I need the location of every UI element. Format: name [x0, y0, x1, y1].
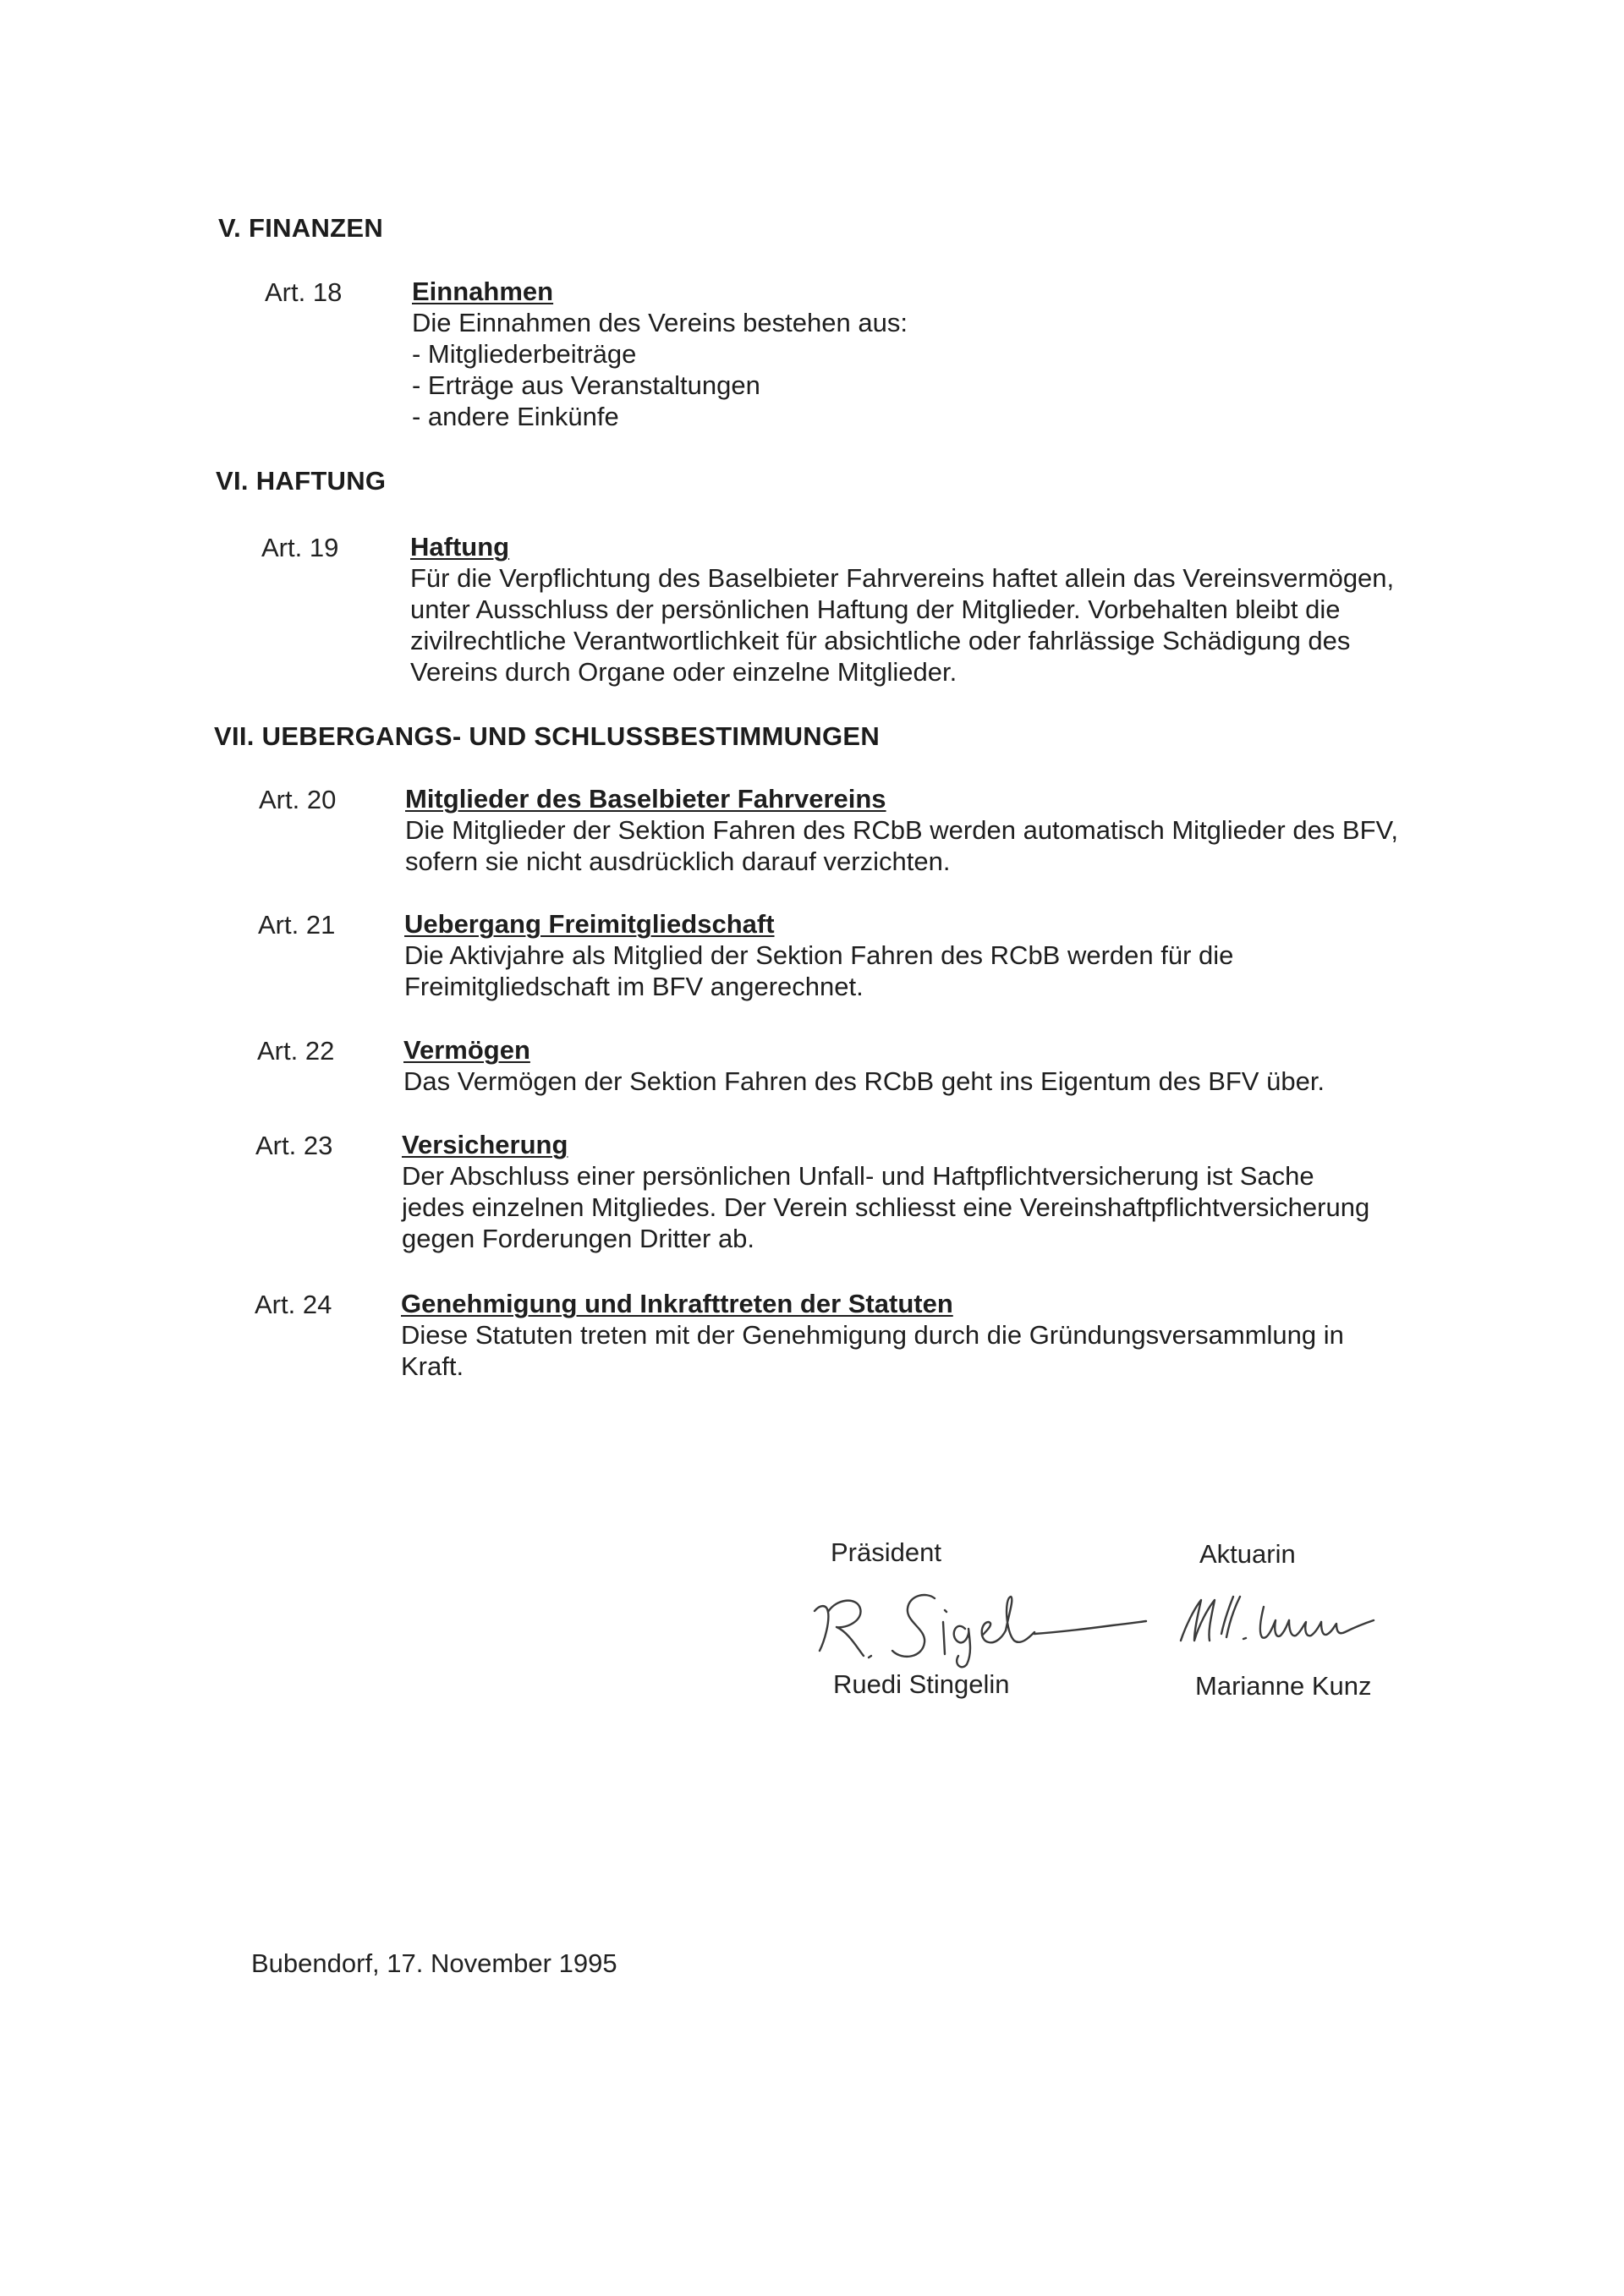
article-text-line: Freimitgliedschaft im BFV angerechnet.: [404, 972, 864, 1001]
article-text-line: Kraft.: [401, 1351, 464, 1381]
article-text-line: jedes einzelnen Mitgliedes. Der Verein schliesst eine Vereinshaftpflichtversicherung: [402, 1192, 1370, 1222]
article-heading: Uebergang Freimitgliedschaft: [404, 909, 775, 939]
secretary-signature-icon: [1177, 1581, 1397, 1658]
article-number: Art. 21: [258, 910, 336, 940]
article-21: [404, 908, 1233, 1002]
secretary-role-label: Aktuarin: [1199, 1539, 1296, 1569]
article-text-line: Die Einnahmen des Vereins bestehen aus:: [412, 308, 908, 337]
article-text-line: Die Aktivjahre als Mitglied der Sektion Fahren des RCbB werden für die: [404, 940, 1234, 970]
article-number: Art. 24: [255, 1290, 332, 1319]
article-text-line: Vereins durch Organe oder einzelne Mitglieder.: [410, 657, 957, 687]
article-number: Art. 20: [259, 785, 337, 814]
article-text-line: sofern sie nicht ausdrücklich darauf verzichten.: [405, 847, 951, 876]
place-date: Bubendorf, 17. November 1995: [251, 1948, 617, 1978]
article-heading: Einnahmen: [412, 277, 554, 306]
article-number: Art. 18: [265, 277, 343, 307]
article-18: [412, 276, 908, 432]
section-title-uebergangsbestimmungen: VII. UEBERGANGS- UND SCHLUSSBESTIMMUNGEN: [214, 721, 881, 751]
article-24: [401, 1288, 1344, 1382]
article-number: Art. 22: [257, 1036, 335, 1066]
president-name: Ruedi Stingelin: [833, 1669, 1010, 1699]
article-text-line: Der Abschluss einer persönlichen Unfall- und Haftpflichtversicherung ist Sache: [402, 1161, 1314, 1191]
article-text-line: gegen Forderungen Dritter ab.: [402, 1224, 755, 1253]
list-item: - Mitgliederbeiträge: [412, 339, 637, 369]
section-title-finanzen: V. FINANZEN: [218, 213, 384, 243]
article-heading: Vermögen: [403, 1035, 530, 1065]
article-text-line: zivilrechtliche Verantwortlichkeit für absichtliche oder fahrlässige Schädigung des: [410, 626, 1351, 655]
secretary-name: Marianne Kunz: [1195, 1671, 1372, 1701]
article-22: [403, 1034, 1325, 1097]
article-20: [405, 783, 1398, 877]
article-text-line: Das Vermögen der Sektion Fahren des RCbB geht ins Eigentum des BFV über.: [403, 1066, 1325, 1096]
article-text-line: Die Mitglieder der Sektion Fahren des RCbB werden automatisch Mitglieder des BFV,: [405, 815, 1398, 845]
article-19: [410, 531, 1394, 688]
article-number: Art. 23: [255, 1131, 333, 1160]
article-heading: Mitglieder des Baselbieter Fahrvereins: [405, 784, 886, 814]
section-title-haftung: VI. HAFTUNG: [216, 466, 387, 496]
article-text-line: Für die Verpflichtung des Baselbieter Fahrvereins haftet allein das Vereinsvermögen,: [410, 563, 1395, 593]
article-heading: Genehmigung und Inkrafttreten der Statuten: [401, 1289, 953, 1318]
article-text-line: Diese Statuten treten mit der Genehmigung durch die Gründungsversammlung in: [401, 1320, 1344, 1350]
article-23: [402, 1129, 1369, 1254]
article-heading: Haftung: [410, 532, 510, 562]
article-number: Art. 19: [261, 533, 339, 562]
list-item: - andere Einkünfe: [412, 402, 619, 431]
article-text-line: unter Ausschluss der persönlichen Haftung der Mitglieder. Vorbehalten bleibt die: [410, 595, 1341, 624]
article-heading: Versicherung: [402, 1130, 568, 1159]
president-role-label: Präsident: [831, 1537, 941, 1567]
list-item: - Erträge aus Veranstaltungen: [412, 370, 760, 400]
president-signature-icon: [808, 1573, 1163, 1670]
